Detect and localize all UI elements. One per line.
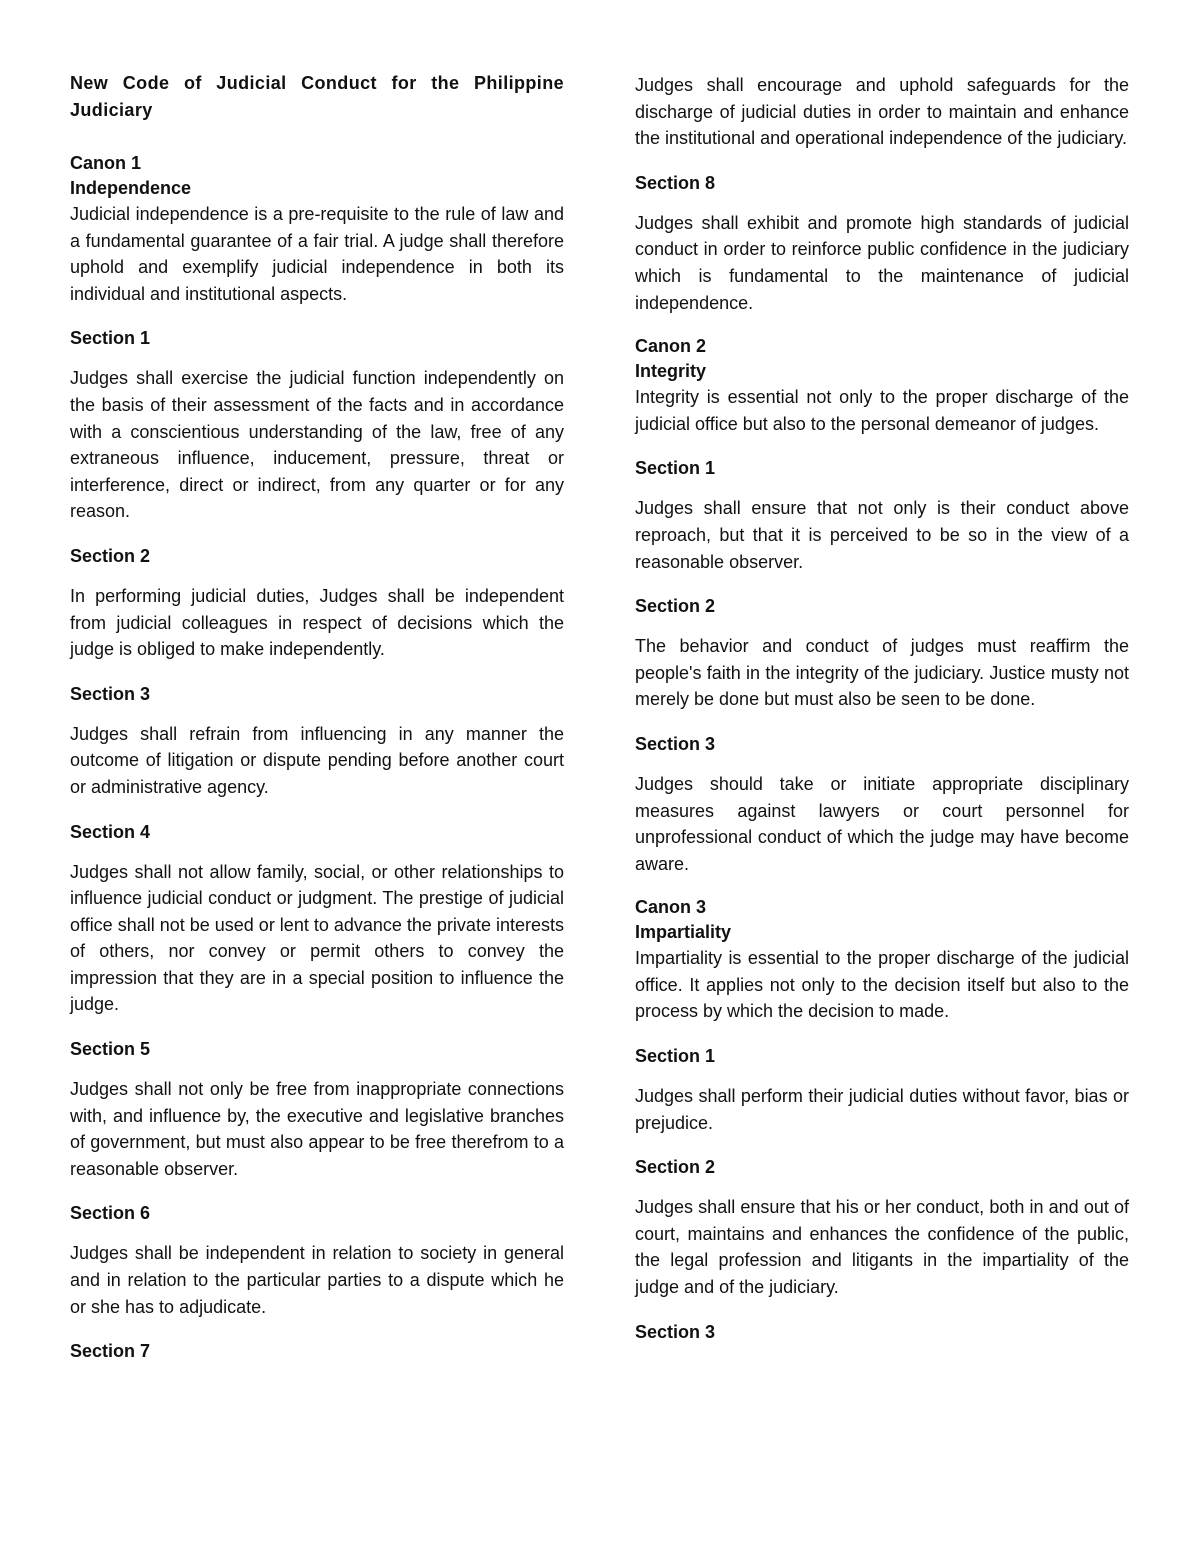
canon-1-section-2-text: In performing judicial duties, Judges shall be independent from judicial colleagues in respect of decisions which the judge is obliged to make independently.: [70, 585, 564, 660]
canon-3-number: Canon 3: [635, 897, 707, 918]
canon-1-section-6-heading: Section 6: [70, 1203, 151, 1224]
canon-1-description: Judicial independence is a pre-requisite to the rule of law and a fundamental guarantee of a fair trial. A judge shall therefore uphold and exemplify judicial independence in both its individual and institutional aspects.: [70, 204, 564, 304]
canon-1-name: Independence: [70, 178, 192, 198]
canon-2-block: [635, 334, 1129, 437]
canon-2-number: Canon 2: [635, 336, 707, 357]
canon-2-section-1-heading: Section 1: [635, 458, 716, 479]
canon-3-section-3-heading: Section 3: [635, 1321, 716, 1342]
canon-1-section-4-text: Judges shall not allow family, social, or other relationships to influence judicial conduct or judgment. The prestige of judicial office shall not be used or lent to advance the private interests of others, nor convey or permit others to convey the impression that they are in a special position to influence the judge.: [70, 861, 564, 1015]
document-title: New Code of Judicial Conduct for the Philippine Judiciary: [70, 73, 564, 120]
canon-3-name: Impartiality: [635, 922, 732, 943]
left-column: [70, 70, 564, 1378]
canon-2-section-3-text: Judges should take or initiate appropriate disciplinary measures against lawyers or court personnel for unprofessional conduct of which the judge may have become aware.: [635, 773, 1129, 874]
canon-1-section-1-text: Judges shall exercise the judicial function independently on the basis of their assessment of the facts and in accordance with a conscientious understanding of the law, free of any extraneous influence, inducement, pressure, threat or interference, direct or indirect, from any quarter or for any reason.: [70, 368, 564, 522]
canon-1-section-2-heading: Section 2: [70, 545, 151, 566]
canon-2-name: Integrity: [635, 361, 707, 382]
canon-3-section-2-heading: Section 2: [635, 1157, 716, 1178]
canon-3-section-1-heading: Section 1: [635, 1046, 716, 1067]
canon-2-section-3-heading: Section 3: [635, 733, 716, 754]
canon-1-section-4-heading: Section 4: [70, 821, 151, 842]
canon-1-section-8-heading: Section 8: [635, 172, 716, 193]
canon-3-section-2-text: Judges shall ensure that his or her conduct, both in and out of court, maintains and enhances the confidence of the public, the legal profession and litigants in the impartiality of the judge and of the judiciary.: [635, 1197, 1129, 1298]
right-column: [635, 72, 1129, 1359]
canon-2-section-1-text: Judges shall ensure that not only is their conduct above reproach, but that it is perceived to be so in the view of a reasonable observer.: [635, 498, 1129, 572]
canon-1-section-7-text: Judges shall encourage and uphold safeguards for the discharge of judicial duties in order to maintain and enhance the institutional and operational independence of the judiciary.: [635, 75, 1129, 149]
canon-1-section-5-heading: Section 5: [70, 1039, 151, 1060]
canon-2-section-2-heading: Section 2: [635, 596, 716, 617]
canon-3-block: [635, 895, 1129, 1025]
canon-3-section-1-text: Judges shall perform their judicial duties without favor, bias or prejudice.: [635, 1086, 1129, 1133]
canon-1-section-1-heading: Section 1: [70, 328, 151, 349]
canon-1-section-6-text: Judges shall be independent in relation to society in general and in relation to the particular parties to a dispute which he or she has to adjudicate.: [70, 1243, 564, 1317]
canon-2-description: Integrity is essential not only to the proper discharge of the judicial office but also to the personal demeanor of judges.: [635, 387, 1129, 434]
canon-1-section-3-text: Judges shall refrain from influencing in any manner the outcome of litigation or dispute pending before another court or administrative agency.: [70, 723, 564, 797]
canon-1-section-3-heading: Section 3: [70, 683, 151, 704]
canon-1-number: Canon 1: [70, 153, 142, 173]
canon-1-section-5-text: Judges shall not only be free from inappropriate connections with, and influence by, the executive and legislative branches of government, but must also appear to be free therefrom to a reasonable observer.: [70, 1079, 564, 1179]
canon-2-section-2-text: The behavior and conduct of judges must reaffirm the people's faith in the integrity of the judiciary. Justice musty not merely be done but must also be seen to be done.: [635, 636, 1129, 710]
canon-1-section-7-heading: Section 7: [70, 1341, 151, 1362]
canon-3-description: Impartiality is essential to the proper discharge of the judicial office. It applies not only to the decision itself but also to the process by which the decision to made.: [635, 948, 1129, 1022]
canon-1-section-8-text: Judges shall exhibit and promote high standards of judicial conduct in order to reinforce public confidence in the judiciary which is fundamental to the maintenance of judicial independence.: [635, 212, 1129, 313]
